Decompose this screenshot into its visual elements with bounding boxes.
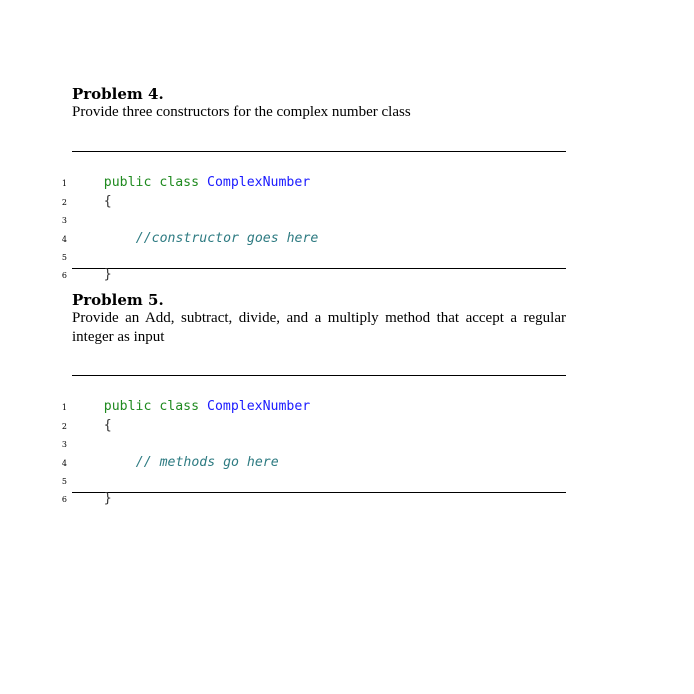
line-number: 3 (61, 216, 67, 226)
code-line (61, 417, 566, 450)
code-line (61, 398, 566, 433)
line-number: 6 (61, 271, 67, 281)
code-comment: //constructor goes here (135, 230, 319, 246)
code-comment: // methods go here (135, 454, 279, 470)
line-number: 1 (61, 179, 67, 189)
code-line (61, 156, 566, 191)
code-listing (61, 375, 566, 507)
problem-text: Provide three constructors for the complex number class (72, 104, 411, 120)
problem-heading: Problem 5. (72, 291, 164, 309)
line-number: 3 (61, 440, 67, 450)
line-number: 2 (61, 197, 67, 207)
line-number: 6 (61, 495, 67, 505)
problem-text: Provide an Add, subtract, divide, and a multiply method that accept a regular integer as input (72, 310, 566, 345)
problem-4 (72, 85, 566, 122)
line-number: 4 (61, 458, 67, 468)
code-line (61, 211, 566, 246)
problem-heading: Problem 4. (72, 85, 164, 103)
code-keyword: public class (103, 399, 200, 415)
code-open-brace: { (103, 193, 112, 209)
line-number: 4 (61, 234, 67, 244)
code-line (61, 435, 566, 470)
code-open-brace: { (103, 417, 112, 433)
code-close-brace: } (103, 267, 112, 283)
code-keyword: public class (103, 175, 200, 191)
code-line (61, 230, 566, 262)
line-number: 2 (61, 421, 67, 431)
code-close-brace: } (103, 491, 112, 507)
line-number: 5 (61, 252, 67, 262)
code-class-name: ComplexNumber (207, 175, 311, 191)
line-number: 1 (61, 403, 67, 413)
code-line (61, 193, 566, 226)
code-line (61, 454, 566, 486)
code-listing (61, 151, 566, 283)
problem-5 (72, 291, 566, 346)
code-line (61, 248, 566, 283)
code-line (61, 380, 566, 415)
code-line (61, 174, 566, 209)
line-number: 5 (61, 476, 67, 486)
code-line (61, 472, 566, 507)
code-class-name: ComplexNumber (207, 399, 311, 415)
